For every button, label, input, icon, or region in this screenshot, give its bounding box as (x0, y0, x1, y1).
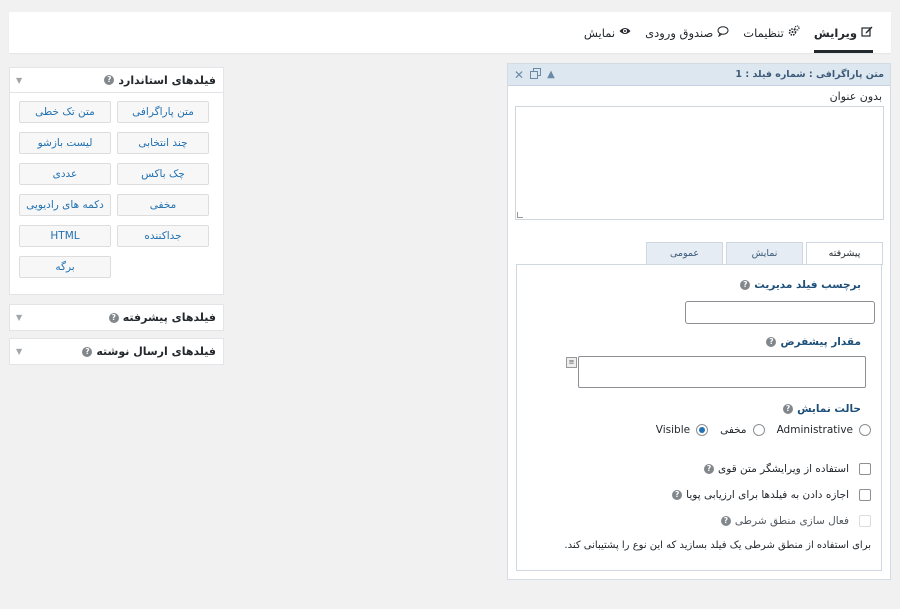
field-button-page[interactable]: برگه (19, 256, 111, 278)
visibility-option-label: Visible (655, 424, 691, 436)
admin-label-input[interactable] (685, 301, 875, 324)
caret-down-icon[interactable]: ▼ (16, 313, 23, 322)
field-editor (507, 63, 891, 580)
edit-icon (861, 25, 873, 40)
field-editor-title: متن پاراگرافی : شماره فیلد : 1 (735, 69, 884, 80)
field-button-hidden[interactable]: مخفی (117, 194, 209, 216)
conditional-logic-label: فعال سازی منطق شرطی (734, 515, 849, 527)
post-fields-panel (9, 338, 224, 365)
field-button-paragraph[interactable]: متن پاراگرافی (117, 101, 209, 123)
field-button-radio[interactable]: دکمه های رادیویی (19, 194, 111, 216)
tab-edit-label: ویرایش (813, 25, 857, 40)
advanced-fields-header[interactable] (10, 305, 223, 330)
help-icon[interactable]: ? (82, 347, 92, 357)
caret-down-icon[interactable]: ▼ (16, 347, 23, 356)
tab-general[interactable]: عمومی (646, 242, 723, 264)
help-icon[interactable]: ? (109, 313, 119, 323)
visibility-option-hidden[interactable] (720, 424, 764, 436)
post-fields-title: فیلدهای ارسال نوشته (96, 345, 216, 358)
help-icon[interactable]: ? (783, 404, 793, 414)
help-icon[interactable]: ? (104, 75, 114, 85)
field-button-single-line[interactable]: متن تک خطی (19, 101, 111, 123)
post-fields-header[interactable] (10, 339, 223, 364)
dynamic-eval-label: اجازه دادن به فیلدها برای ارزیابی پویا (686, 489, 849, 501)
help-icon[interactable]: ? (766, 337, 776, 347)
dynamic-eval-option[interactable] (672, 489, 871, 501)
field-button-checkbox[interactable]: چک باکس (117, 163, 209, 185)
rich-editor-option[interactable] (704, 463, 871, 475)
standard-fields-header[interactable] (10, 68, 223, 93)
top-tabs-bar (9, 12, 891, 53)
close-icon[interactable]: ✕ (514, 67, 525, 82)
admin-label-text: برچسب فیلد مدیریت (754, 279, 861, 291)
conditional-logic-checkbox (859, 515, 871, 527)
standard-fields-panel (9, 67, 224, 295)
rich-editor-label: استفاده از ویرایشگر متن قوی (718, 463, 849, 475)
resize-grip-icon[interactable] (517, 212, 523, 218)
field-button-multi-select[interactable]: چند انتخابی (117, 132, 209, 154)
tab-edit[interactable] (814, 12, 873, 53)
visibility-text: حالت نمایش (797, 403, 861, 415)
caret-down-icon[interactable]: ▼ (16, 75, 23, 85)
collapse-icon[interactable]: ▲ (547, 68, 555, 80)
field-button-number[interactable]: عددی (19, 163, 111, 185)
duplicate-icon[interactable] (530, 68, 541, 82)
tab-inbox[interactable] (645, 12, 729, 53)
field-button-dropdown[interactable]: لیست بازشو (19, 132, 111, 154)
default-value-heading (766, 336, 861, 348)
tab-advanced[interactable]: پیشرفته (806, 242, 883, 265)
field-preview-textarea[interactable] (515, 106, 884, 220)
comment-icon (717, 25, 729, 40)
help-icon[interactable]: ? (721, 516, 731, 526)
radio-administrative[interactable] (859, 424, 871, 436)
help-icon[interactable]: ? (740, 280, 750, 290)
standard-fields-title: فیلدهای استاندارد (118, 73, 216, 87)
tab-inbox-label: صندوق ورودی (645, 25, 714, 40)
standard-fields-buttons (10, 93, 223, 294)
tab-settings-label: تنظیمات (743, 25, 784, 40)
help-icon[interactable]: ? (704, 464, 714, 474)
settings-tabs (643, 242, 883, 265)
admin-label-heading (740, 279, 861, 291)
rich-editor-checkbox[interactable] (859, 463, 871, 475)
default-value-textarea[interactable] (578, 356, 866, 388)
gears-icon (788, 25, 800, 40)
field-preview-title: بدون عنوان (829, 90, 882, 103)
visibility-option-label: مخفی (720, 424, 747, 436)
field-editor-header (508, 64, 890, 86)
conditional-logic-note: برای استفاده از منطق شرطی یک فیلد بسازید که این نوع را پشتیبانی کند. (564, 540, 871, 551)
advanced-settings-body (516, 264, 882, 571)
conditional-logic-option (721, 515, 871, 527)
tab-display[interactable]: نمایش (726, 242, 803, 264)
advanced-fields-panel (9, 304, 224, 331)
visibility-option-label: Administrative (776, 424, 853, 436)
advanced-fields-title: فیلدهای پیشرفته (122, 311, 216, 324)
field-button-html[interactable]: HTML (19, 225, 111, 247)
visibility-option-visible[interactable] (656, 424, 708, 436)
tab-view[interactable] (584, 12, 631, 53)
tab-settings[interactable] (743, 12, 800, 53)
dynamic-eval-checkbox[interactable] (859, 489, 871, 501)
visibility-radio-group (644, 424, 871, 436)
eye-icon (619, 25, 631, 40)
visibility-heading (783, 403, 861, 415)
visibility-option-administrative[interactable] (777, 424, 871, 436)
radio-hidden[interactable] (753, 424, 765, 436)
field-button-divider[interactable]: جداکننده (117, 225, 209, 247)
help-icon[interactable]: ? (672, 490, 682, 500)
insert-merge-tag-icon[interactable]: ≡ (566, 357, 577, 368)
tab-view-label: نمایش (583, 25, 616, 40)
default-value-text: مقدار پیشفرض (780, 336, 861, 348)
radio-visible[interactable] (696, 424, 708, 436)
